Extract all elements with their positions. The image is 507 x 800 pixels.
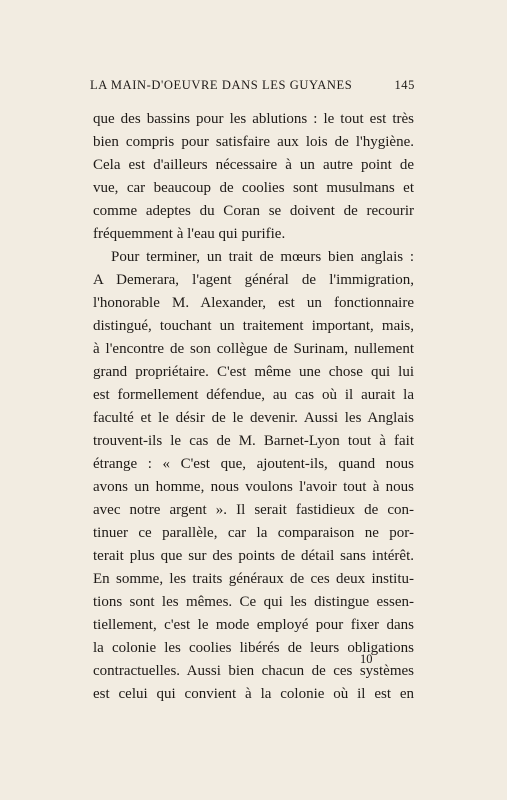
text-line: à l'encontre de son collègue de Surinam, nullement [93,341,414,357]
text-line: terait plus que sur des points de détail sans intérêt. [93,548,414,564]
text-line: grand propriétaire. C'est même une chose qui lui [93,364,414,380]
text-line: comme adeptes du Coran se doivent de recourir [93,203,414,219]
text-line: l'honorable M. Alexander, est un fonctionnaire [93,295,414,311]
running-head [90,78,415,93]
body-text [93,108,414,706]
text-line: avons un homme, nous voulons l'avoir tout à nous [93,479,414,495]
page-number: 145 [394,78,415,92]
text-line: la colonie les coolies libérés de leurs obligations [93,640,414,656]
text-line: que des bassins pour les ablutions : le tout est très [93,111,414,127]
text-line: avec notre argent ». Il serait fastidieux de con- [93,502,414,518]
text-line: tinuer ce parallèle, car la comparaison ne por- [93,525,414,541]
text-line: trouvent-ils le cas de M. Barnet-Lyon tout à fait [93,433,414,449]
text-line: contractuelles. Aussi bien chacun de ces systèmes [93,663,414,679]
text-line: tions sont les mêmes. Ce qui les distingue essen- [93,594,414,610]
text-line: distingué, touchant un traitement important, mais, [93,318,414,334]
text-line: tiellement, c'est le mode employé pour fixer dans [93,617,414,633]
text-line: est celui qui convient à la colonie où il est en [93,686,414,702]
text-line: étrange : « C'est que, ajoutent-ils, quand nous [93,456,414,472]
text-line: est formellement défendue, au cas où il aurait la [93,387,414,403]
text-line: vue, car beaucoup de coolies sont musulmans et [93,180,414,196]
text-line: fréquemment à l'eau qui purifie. [93,226,286,242]
text-line: A Demerara, l'agent général de l'immigration, [93,272,414,288]
signature-mark: 10 [360,652,373,666]
text-line: bien compris pour satisfaire aux lois de l'hygiène. [93,134,414,150]
paragraph-start-line: Pour terminer, un trait de mœurs bien anglais : [111,249,414,265]
running-title: LA MAIN-D'OEUVRE DANS LES GUYANES [90,78,353,92]
text-line: faculté et le désir de le devenir. Aussi les Anglais [93,410,414,426]
text-line: Cela est d'ailleurs nécessaire à un autre point de [93,157,414,173]
text-line: En somme, les traits généraux de ces deux institu- [93,571,414,587]
